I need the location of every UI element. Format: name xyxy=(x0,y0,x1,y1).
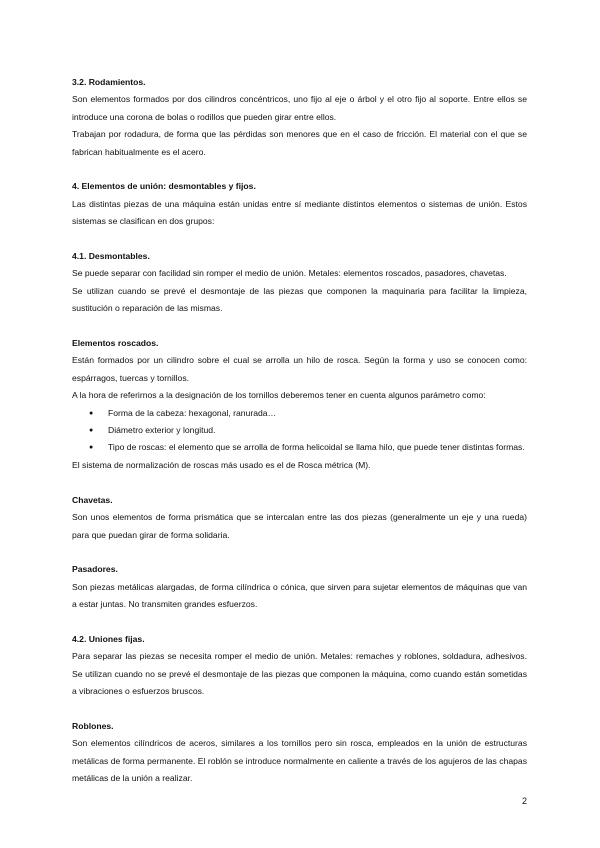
section-desmontables xyxy=(72,248,527,318)
paragraph: Las distintas piezas de una máquina están unidas entre sí mediante distintos elementos o sistemas de unión. Estos sistemas se clasifican en dos grupos: xyxy=(72,198,527,227)
paragraph: Son elementos formados por dos cilindros concéntricos, uno fijo al eje o árbol y el otro fijo al soporte. Entre ellos se introduce una corona de bolas o rodillos que pueden girar entre ellos. xyxy=(72,94,527,122)
paragraph: Se puede separar con facilidad sin romper el medio de unión. Metales: elementos roscados, pasadores, chavetas. xyxy=(72,268,507,279)
paragraph: Para separar las piezas se necesita romper el medio de unión. Metales: remaches y roblones, soldadura, adhesivos. Se utilizan cuando no se prevé el desmontaje de las piezas que componen la máquina, como cuando están sometidas a vibraciones o esfuerzos bruscos. xyxy=(72,651,527,697)
paragraph: Son unos elementos de forma prismática que se intercalan entre las dos piezas (generalmente un eje y una rueda) para que puedan girar de forma solidaria. xyxy=(72,512,527,540)
section-pasadores xyxy=(72,561,527,613)
section-uniones-fijas xyxy=(72,631,527,701)
section-elementos-roscados xyxy=(72,335,527,474)
section-heading: 4.2. Uniones fijas. xyxy=(72,633,145,644)
section-chavetas xyxy=(72,492,527,544)
section-heading: 4. Elementos de unión: desmontables y fijos. xyxy=(72,181,256,192)
paragraph: Son piezas metálicas alargadas, de forma cilíndrica o cónica, que sirven para sujetar elementos de máquinas que van a estar juntas. No transmiten grandes esfuerzos. xyxy=(72,581,527,610)
section-heading: Chavetas. xyxy=(72,494,113,505)
section-heading: Roblones. xyxy=(72,720,114,731)
section-heading: Elementos roscados. xyxy=(72,338,159,349)
paragraph: A la hora de referirnos a la designación de los tornillos deberemos tener en cuenta algunos parámetro como: xyxy=(72,390,486,401)
bullet-list xyxy=(72,405,527,457)
paragraph: El sistema de normalización de roscas más usado es el de Rosca métrica (M). xyxy=(72,459,371,470)
document-page xyxy=(72,74,527,805)
list-item: ● Tipo de roscas: el elemento que se arrolla de forma helicoidal se llama hilo, que puede tener distintas formas. xyxy=(108,439,527,456)
paragraph: Trabajan por rodadura, de forma que las pérdidas son menores que en el caso de fricción. El material con el que se fabrican habitualmente es el acero. xyxy=(72,129,527,157)
page-number: 2 xyxy=(521,796,527,806)
list-item: ● Diámetro exterior y longitud. xyxy=(108,422,527,439)
section-heading: 4.1. Desmontables. xyxy=(72,251,150,262)
paragraph: Están formados por un cilindro sobre el cual se arrolla un hilo de rosca. Según la forma y uso se conocen como: espárragos, tuercas y tornillos. xyxy=(72,355,527,383)
section-roblones xyxy=(72,718,527,788)
section-elementos-de-union xyxy=(72,178,527,230)
section-heading: Pasadores. xyxy=(72,564,118,575)
paragraph: Son elementos cilíndricos de aceros, similares a los tornillos pero sin rosca, empleados en la unión de estructuras metálicas de forma permanente. El roblón se introduce normalmente en caliente a través de los agujeros de las chapas metálicas de la unión a realizar. xyxy=(72,738,527,784)
section-heading: 3.2. Rodamientos. xyxy=(72,77,146,87)
section-rodamientos xyxy=(72,74,527,161)
list-item: ● Forma de la cabeza: hexagonal, ranurada… xyxy=(108,405,527,422)
paragraph: Se utilizan cuando se prevé el desmontaje de las piezas que componen la maquinaria para facilitar la limpieza, sustitución o reparación de las mismas. xyxy=(72,285,527,314)
